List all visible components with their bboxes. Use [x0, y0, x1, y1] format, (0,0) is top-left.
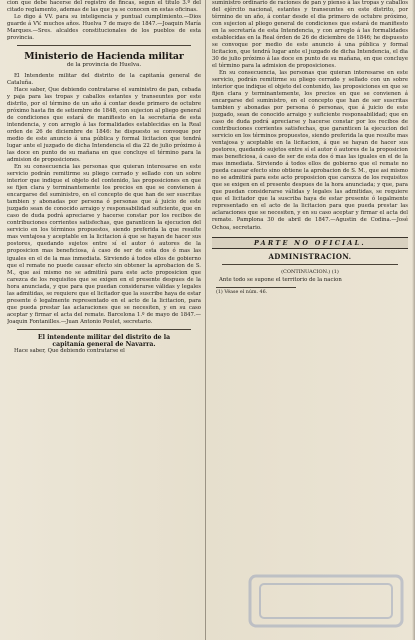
- separator-rule: [17, 45, 191, 46]
- separator-rule-3: [222, 264, 398, 265]
- footnote: (1) Véase el núm. 46.: [216, 289, 268, 295]
- section-banner: PARTE NO OFICIAL.: [212, 237, 408, 249]
- continuation-label: (CONTINUACION.) (1): [281, 268, 339, 275]
- notice-intro: El Intendente militar del distrito de la capitanía general de Cataluña.: [7, 73, 201, 87]
- second-notice-body: Hace saber, Que debiendo contratarse el: [14, 347, 125, 354]
- section-heading: Ministerio de Hacienda militar: [24, 51, 184, 63]
- separator-rule-2: [17, 329, 191, 330]
- second-notice-heading-line2: capitanía general de Navarra.: [52, 340, 156, 348]
- administration-title: ADMINISTRACION.: [268, 251, 352, 261]
- continued-notice: suministro ordinario de raciones de pan y pienso á las tropas y caballos del ejército nacional, estantes y transeuntes en este distrito, por término de un año, á contar desde el dia primero de octubre próximo, con sujecion al pliego general de condiciones que estará de manifiesto en la secretaría de esta Intendencia, y con arreglo á las formalidades establecidas en la Real órden de 26 de diciembre de 1846; he dispuesto se convoque por medio de este anuncio á una pública y formal licitacion, que tendrá lugar ante el juzgado de dicha Intendencia, el dia 30 de julio próximo á las doce en punto de su mañana, en que concluye el término para la admision de proposiciones.: [212, 0, 408, 70]
- notice-body-continued: En su consecuencia las personas que quieran interesarse en este servicio podrán remitirme su pliego cerrado y sellado con un sobre interior que indique el objeto del contenido, las proposiciones en que se fijen clara y terminantemente los precios en que se convienen á encargarse del suministro, en el concepto de que han de ser suscritas tambien y abonadas por persona ó personas que á juicio de este juzgado sean de conocido arraigo y responsabilidad suficiente, que en caso de duda podrá apreciarse y hacerse constar por los recibos de contribuciones corrientes satisfechas, que garanticen la ejecucion del servicio en los términos propuestos, siendo preferida la que resulte mas ventajosa y aceptable en la licitacion á que se hayan de hacer sus postores, quedando sujetos entre sí el autor ó autores de la proposicion mas beneficiosa, á caso de ser de esta dos ó mas las iguales en el de la mas inmediata. Sirviendo á todos ellos de gobierno que el remate no puede causar efecto sin obtener la aprobacion de S. M., que así mismo no se admitirá para este acto proposicion que carezca de los requisitos que se exigen en el presente despues de la hora anunciada, y que para que puedan considerarse válidas y legales las admitidas, se requiere que el licitador que la suscribe haya de estar presente ó legalmente representado en el acto de la licitacion, para que pueda prestar las aclaraciones que se necesiten, y en su caso aceptar y firmar el acta del remate. Barcelona 1.º de mayo de 1847.—Joaquin Fontanilles.—Juan Antonio Poulet, secretario.: [7, 164, 201, 325]
- column-divider: [205, 0, 206, 640]
- second-notice-heading-line1: El intendente militar del distrito de la: [37, 333, 171, 341]
- administration-body: Ante todo se supone el territorio de la nacion: [219, 276, 342, 283]
- right-column: [212, 0, 408, 640]
- top-closing: Lo digo á VV. para su inteligencia y puntual cumplimiento.—Dios guarde á VV. muchos años. Huelva 7 de mayo de 1847.—Joaquin María Marques.—Sres. alcaldes constitucionales de los pueblos de esta provincia.: [7, 14, 201, 42]
- notice-body: Hace saber, Que debiendo contratarse el suministro de pan, cebada y paja para las tropas y caballos estantes y transeuntes por este distrito, por el término de un año á contar desde primero de octubre próximo hasta fin de setiembre de 1848, con sujecion al pliego general de condiciones que estará de manifiesto en la secretaría de esta intendencia, y con arreglo á las formalidades establecidas en la Real orden de 26 de diciembre de 1846: he dispuesto se convoque por medio de este anuncio á una pública y formal licitacion que tendrá lugar ante el juzgado de dicha Intendencia el dia 22 de julio próximo á las doce en punto de su mañana en que concluye el término para la admision de proposiciones.: [7, 87, 201, 164]
- top-paragraph: cion que debe hacerse del registro de fincas, segun el titulo 3.º del citado reglamento, ademas de las que ya se conocen en estas oficinas.: [7, 0, 201, 14]
- second-notice-heading: [7, 334, 201, 348]
- section-subheading: de la provincia de Huelva.: [66, 62, 142, 69]
- left-column: [7, 0, 201, 640]
- footnote-rule: [216, 287, 296, 288]
- continued-notice-body: En su consecuencia, las personas que quieran interesarse en este servicio, podrán remitirme su pliego cerrado y sellado con un sobre interior que indique el objeto del contenido, las proposiciones en que se fijen clara y terminantemente, los precios en que se convienen á encargarse del suministro, en el concepto que han de ser suscritas tambien y abonadas por persona ó personas, que á juicio de este juzgado, sean de conocido arraigo y suficiente responsabilidad; que en caso de duda podrá apreciarse y hacerse constar por los recibos de contribuciones corrientes satisfechas, que garanticen la ejecucion del servicio en los términos propuestos, siendo preferida la que resulte mas ventajosa y aceptable en la licitacion, á que se hayan de hacer sus postores, quedando sujetos entre sí el autor ó autores de la proposicion mas beneficiosa, á caso de ser de esta dos ó mas las iguales en el de la mas inmediata. Sirviendo á todos ellos de gobierno que el remate no pueda causar efecto sino obtiene la aprobacion de S. M., que asi mismo no se admitirá para este acto proposicion que carezca de los requisitos que se exigen en el presente despues de la hora anunciada; y que, para que puedan considerarse válidas y legales las admitidas, se requiere que el licitador que la suscriba haya de estar presente ó legalmente representado en el acto de la licitacion para que pueda prestar las aclaraciones que se necesiten, y en su caso aceptar y firmar el acta del remate. Pamplona 30 de abril de 1847.—Agustin de Codina.—José Ochoa, secretario.: [212, 70, 408, 231]
